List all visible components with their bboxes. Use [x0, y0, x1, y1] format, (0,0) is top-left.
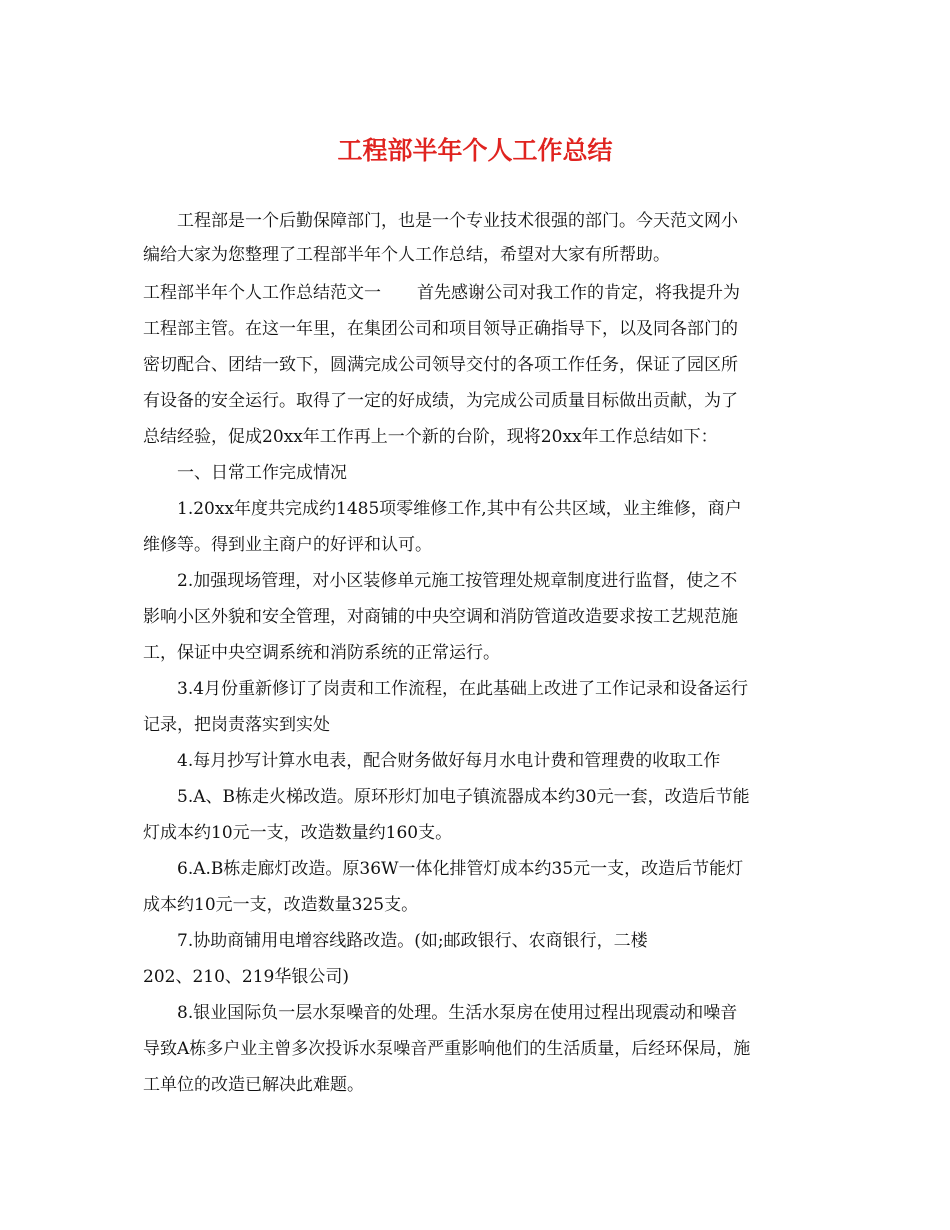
- list-item-line: 成本约10元一支，改造数量325支。: [143, 895, 419, 915]
- list-item-line: 工，保证中央空调系统和消防系统的正常运行。: [143, 643, 500, 663]
- list-item-line: 7.协助商铺用电增容线路改造。(如;邮政银行、农商银行，二楼: [177, 931, 648, 951]
- paragraph-line: 有设备的安全运行。取得了一定的好成绩，为完成公司质量目标做出贡献，为了: [143, 391, 738, 411]
- list-item-line: 导致A栋多户业主曾多次投诉水泵噪音严重影响他们的生活质量，后经环保局，施: [143, 1039, 751, 1059]
- paragraph-line-combined: [143, 281, 740, 305]
- list-item-line: 影响小区外貌和安全管理，对商铺的中央空调和消防管道改造要求按工艺规范施: [143, 607, 738, 627]
- section-heading: 工程部半年个人工作总结范文一: [143, 283, 381, 303]
- document-title: 工程部半年个人工作总结: [337, 136, 613, 165]
- section-heading: 一、日常工作完成情况: [177, 463, 347, 483]
- list-item-line: 维修等。得到业主商户的好评和认可。: [143, 535, 432, 555]
- list-item-line: 3.4月份重新修订了岗责和工作流程，在此基础上改进了工作记录和设备运行: [177, 679, 749, 699]
- list-item-line: 记录，把岗责落实到实处: [143, 715, 330, 735]
- list-item-line: 202、210、219华银公司): [143, 967, 349, 987]
- paragraph-line: 密切配合、团结一致下，圆满完成公司领导交付的各项工作任务，保证了园区所: [143, 355, 738, 375]
- paragraph-text: 首先感谢公司对我工作的肯定，将我提升为: [417, 283, 740, 303]
- list-item-line: 工单位的改造已解决此难题。: [143, 1075, 364, 1095]
- paragraph-line: 工程部是一个后勤保障部门，也是一个专业技术很强的部门。今天范文网小: [177, 211, 738, 231]
- list-item-line: 8.银业国际负一层水泵噪音的处理。生活水泵房在使用过程出现震动和噪音: [177, 1003, 738, 1023]
- list-item-line: 1.20xx年度共完成约1485项零维修工作,其中有公共区域，业主维修，商户: [177, 499, 742, 519]
- list-item-line: 2.加强现场管理，对小区装修单元施工按管理处规章制度进行监督，使之不: [177, 571, 738, 591]
- list-item-line: 6.A.B栋走廊灯改造。原36W一体化排管灯成本约35元一支，改造后节能灯: [177, 859, 744, 879]
- list-item-line: 4.每月抄写计算水电表，配合财务做好每月水电计费和管理费的收取工作: [177, 751, 721, 771]
- paragraph-line: 工程部主管。在这一年里，在集团公司和项目领导正确指导下，以及同各部门的: [143, 319, 738, 339]
- paragraph-line: 总结经验，促成20xx年工作再上一个新的台阶，现将20xx年工作总结如下：: [143, 427, 718, 447]
- list-item-line: 5.A、B栋走火梯改造。原环形灯加电子镇流器成本约30元一套，改造后节能: [177, 787, 750, 807]
- paragraph-line: 编给大家为您整理了工程部半年个人工作总结，希望对大家有所帮助。: [143, 245, 670, 265]
- list-item-line: 灯成本约10元一支，改造数量约160支。: [143, 823, 453, 843]
